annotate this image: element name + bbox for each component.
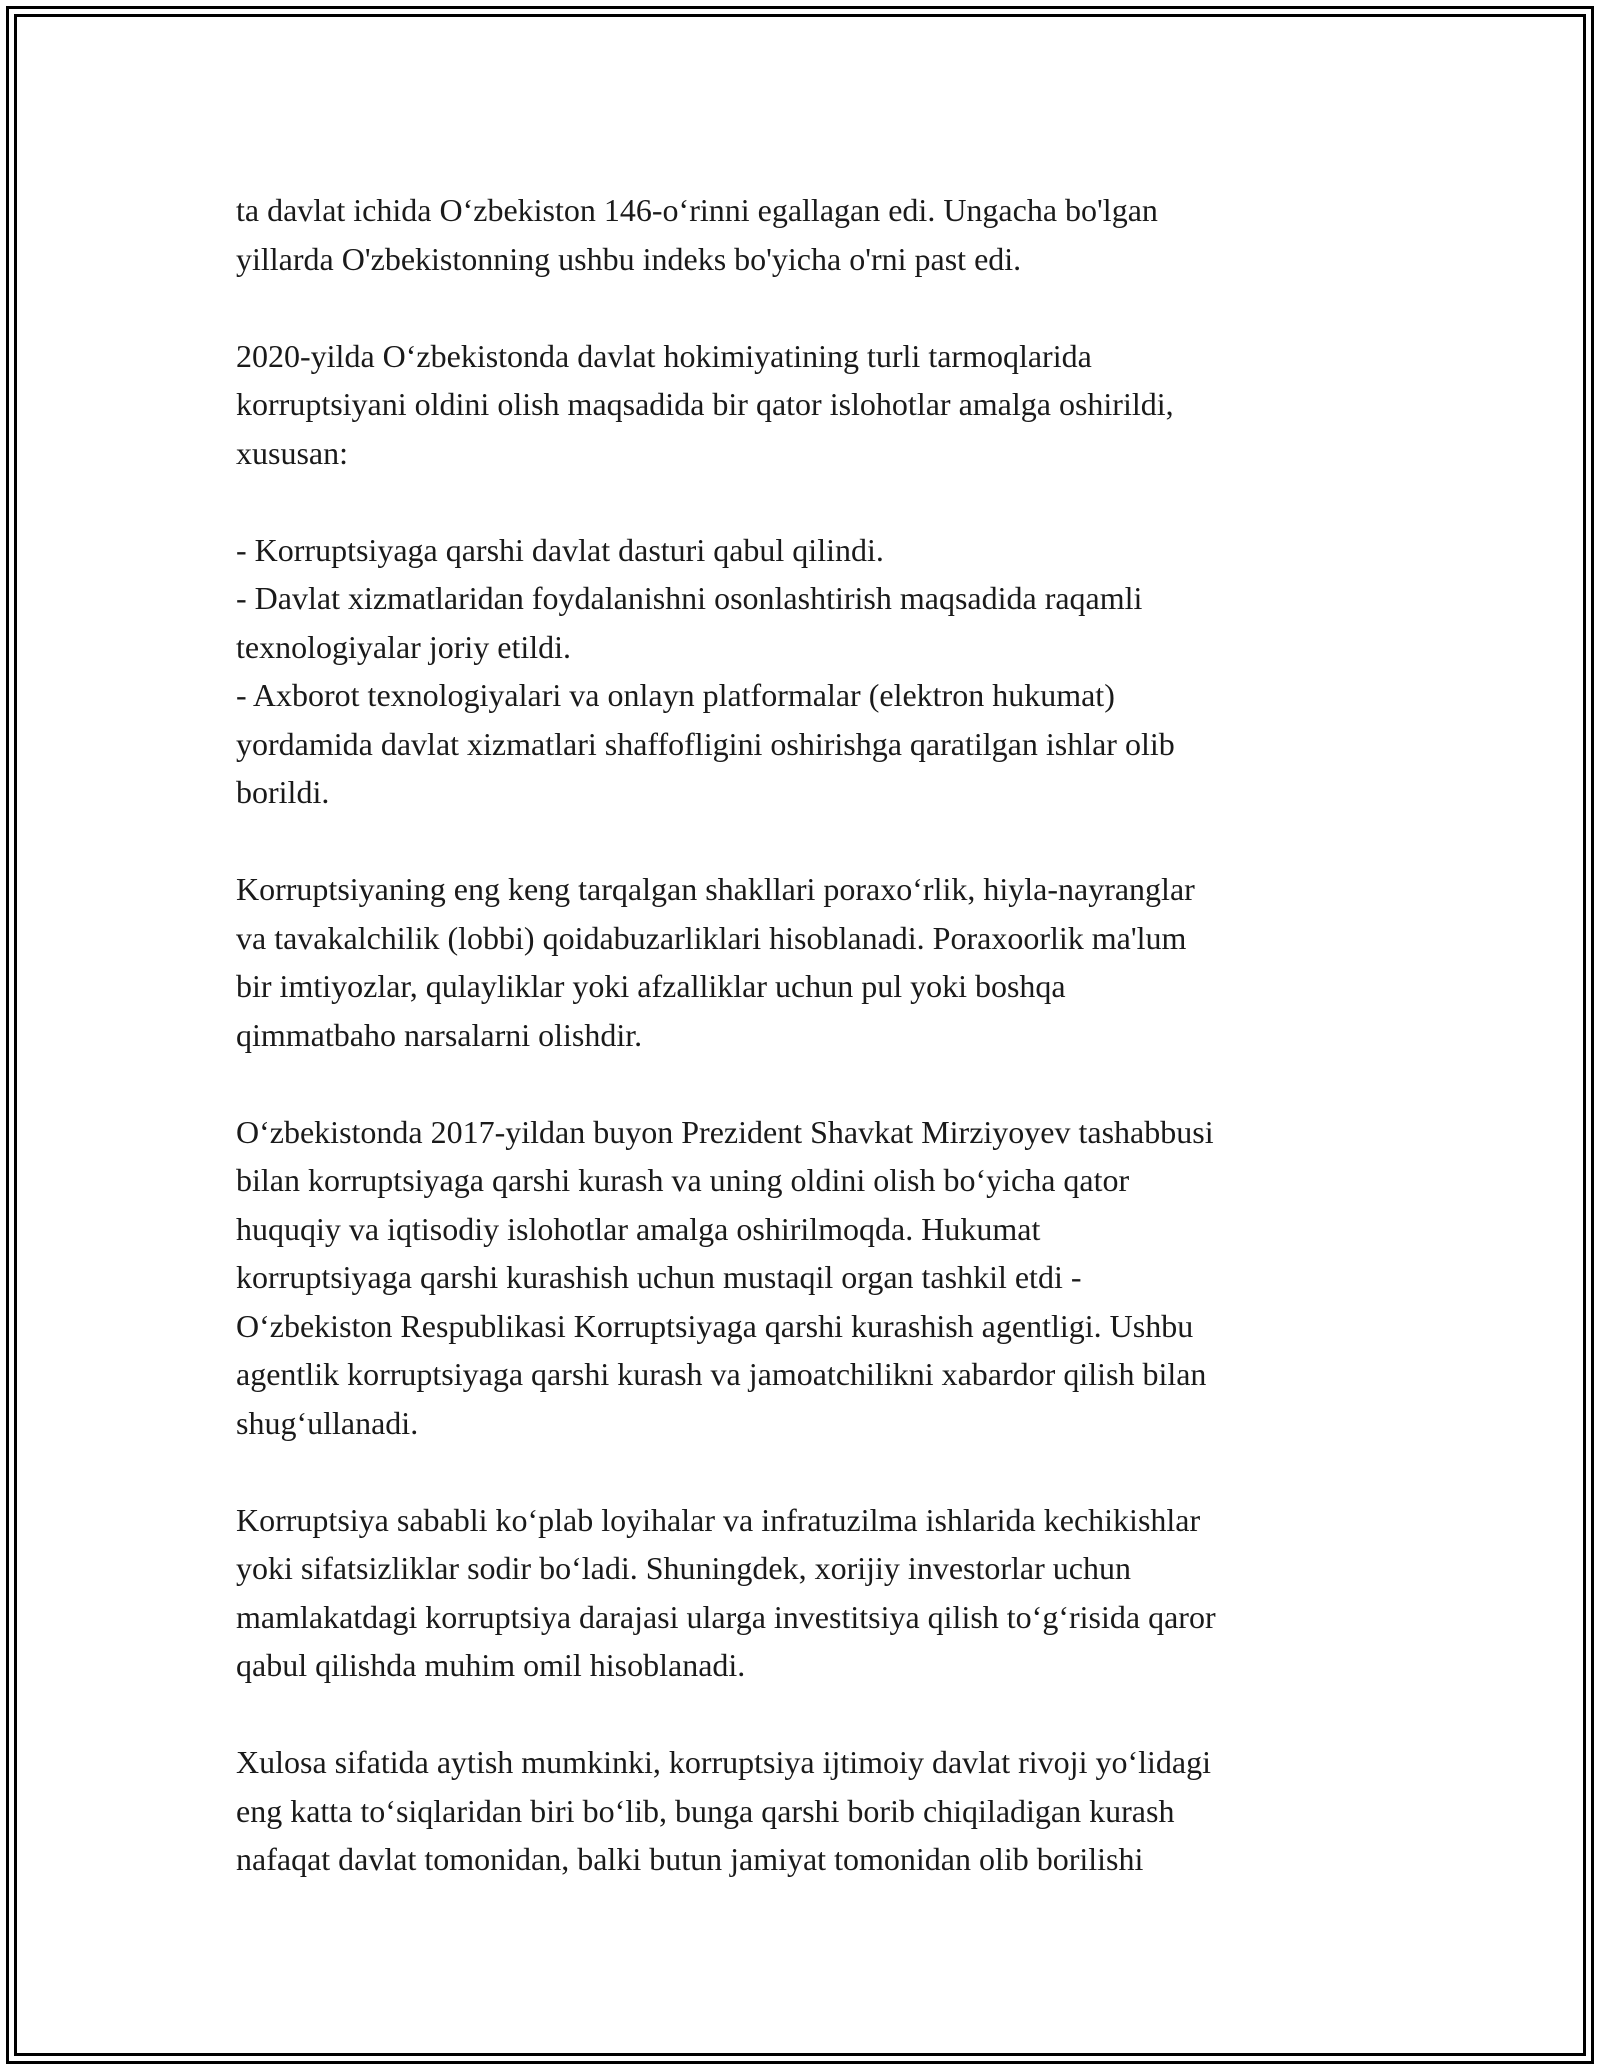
text-line: shug‘ullanadi.: [236, 1404, 419, 1441]
text-line: O‘zbekistonda 2017-yildan buyon Prezident Shavkat Mirziyoyev tashabbusi: [236, 1113, 1214, 1150]
text-line: eng katta to‘siqlaridan biri bo‘lib, bunga qarshi borib chiqiladigan kurash: [236, 1792, 1175, 1829]
list-item-line: - Axborot texnologiyalari va onlayn platformalar (elektron hukumat): [236, 677, 1115, 713]
document-body: [236, 186, 1376, 1884]
text-line: Korruptsiyaning eng keng tarqalgan shakllari poraxo‘rlik, hiyla-nayranglar: [236, 871, 1195, 907]
text-line: yoki sifatsizliklar sodir bo‘ladi. Shuningdek, xorijiy investorlar uchun: [236, 1550, 1131, 1586]
list-item-line: texnologiyalar joriy etildi.: [236, 628, 572, 665]
text-line: O‘zbekiston Respublikasi Korruptsiyaga qarshi kurashish agentligi. Ushbu: [236, 1307, 1194, 1344]
paragraph: [236, 1108, 1376, 1448]
text-line: ta davlat ichida O‘zbekiston 146-o‘rinni egallagan edi. Ungacha bo'lgan: [236, 192, 1158, 228]
text-line: agentlik korruptsiyaga qarshi kurash va jamoatchilikni xabardor qilish bilan: [236, 1356, 1207, 1392]
text-line: Korruptsiya sababli ko‘plab loyihalar va infratuzilma ishlarida kechikishlar: [236, 1501, 1201, 1538]
paragraph-spacer: [236, 477, 1376, 526]
paragraph: [236, 1738, 1376, 1884]
text-line: korruptsiyaga qarshi kurashish uchun mustaqil organ tashkil etdi -: [236, 1259, 1082, 1295]
paragraph: [236, 186, 1376, 283]
text-line: nafaqat davlat tomonidan, balki butun jamiyat tomonidan olib borilishi: [236, 1841, 1144, 1877]
text-line: Xulosa sifatida aytish mumkinki, korruptsiya ijtimoiy davlat rivoji yo‘lidagi: [236, 1744, 1211, 1780]
text-line: yillarda O'zbekistonning ushbu indeks bo'yicha o'rni past edi.: [236, 240, 1022, 277]
paragraph: [236, 332, 1376, 478]
paragraph: [236, 1496, 1376, 1690]
list-item-line: - Davlat xizmatlaridan foydalanishni osonlashtirish maqsadida raqamli: [236, 580, 1143, 616]
paragraph-spacer: [236, 1059, 1376, 1108]
paragraph-spacer: [236, 1690, 1376, 1739]
list-item-line: - Korruptsiyaga qarshi davlat dasturi qabul qilindi.: [236, 531, 884, 568]
list-item-line: borildi.: [236, 774, 330, 810]
text-line: xususan:: [236, 434, 348, 471]
text-line: huquqiy va iqtisodiy islohotlar amalga oshirilmoqda. Hukumat: [236, 1210, 1041, 1247]
text-line: qimmatbaho narsalarni olishdir.: [236, 1016, 643, 1053]
text-line: 2020-yilda O‘zbekistonda davlat hokimiyatining turli tarmoqlarida: [236, 337, 1092, 374]
text-line: mamlakatdagi korruptsiya darajasi ularga investitsiya qilish to‘g‘risida qaror: [236, 1598, 1216, 1635]
list-item-line: yordamida davlat xizmatlari shaffofligini oshirishga qaratilgan ishlar olib: [236, 725, 1175, 762]
paragraph-spacer: [236, 1447, 1376, 1496]
paragraph: [236, 865, 1376, 1059]
paragraph-spacer: [236, 283, 1376, 332]
text-line: qabul qilishda muhim omil hisoblanadi.: [236, 1647, 746, 1683]
text-line: va tavakalchilik (lobbi) qoidabuzarliklari hisoblanadi. Poraxoorlik ma'lum: [236, 919, 1187, 956]
text-line: bir imtiyozlar, qulayliklar yoki afzalliklar uchun pul yoki boshqa: [236, 968, 1066, 1004]
text-line: bilan korruptsiyaga qarshi kurash va uning oldini olish bo‘yicha qator: [236, 1162, 1130, 1198]
text-line: korruptsiyani oldini olish maqsadida bir qator islohotlar amalga oshirildi,: [236, 386, 1174, 422]
bullet-list-paragraph: [236, 526, 1376, 817]
paragraph-spacer: [236, 817, 1376, 866]
